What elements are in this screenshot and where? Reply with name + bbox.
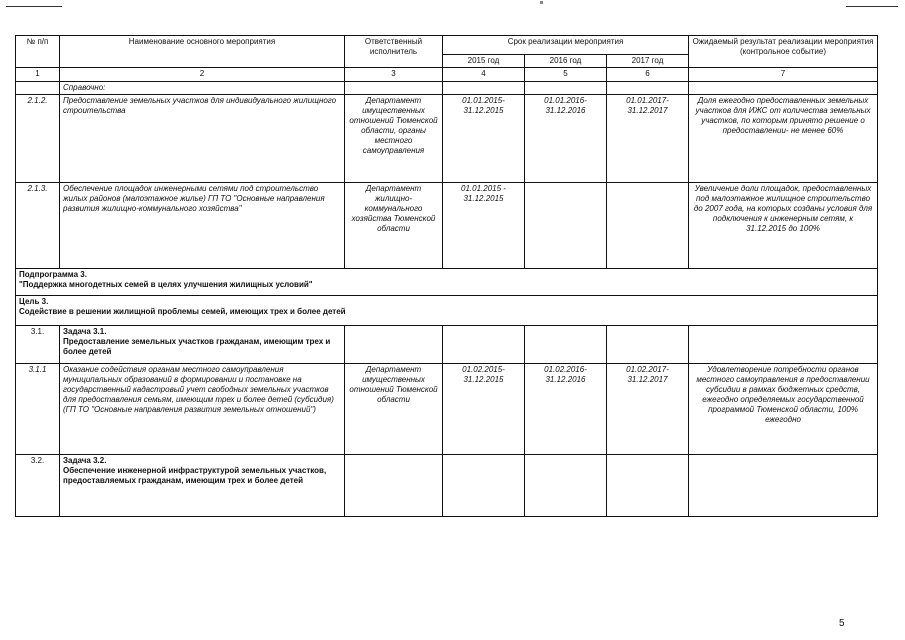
task-title: Задача 3.2. <box>63 456 107 465</box>
colnum-7: 7 <box>689 68 878 82</box>
period-2017: 01.02.2017- 31.12.2017 <box>607 364 689 455</box>
top-right-rule <box>846 6 898 7</box>
table-row <box>16 364 878 455</box>
measure-result: Удовлетворение потребности органов местного самоуправления в предоставлении субсидии в рамках бюджетных средств, ежегодно определяемых государственной программой Тюменской области, 100% ежегодно <box>689 364 878 455</box>
header-year-2015: 2015 год <box>443 55 525 68</box>
goal-title: Цель 3. <box>19 297 49 306</box>
task-name: Предоставление земельных участков гражданам, имеющим трех и более детей <box>63 337 331 356</box>
header-row-top <box>16 36 878 55</box>
task-title: Задача 3.1. <box>63 327 107 336</box>
measure-result: Доля ежегодно предоставленных земельных участков для ИЖС от количества земельных участков, по которым принято решение о предоставлении- не менее 60% <box>689 95 878 183</box>
period-2016: 01.01.2016- 31.12.2016 <box>525 95 607 183</box>
measure-result: Увеличение доли площадок, предоставленных под малоэтажное жилищное строительство до 2007 года, на которых созданы условия для подключения к инженерным сетям, к 31.12.2015 до 100% <box>689 183 878 269</box>
period-2015: 01.01.2015- 31.12.2015 <box>443 95 525 183</box>
goal-row <box>16 296 878 326</box>
header-year-2017: 2017 год <box>607 55 689 68</box>
colnum-6: 6 <box>607 68 689 82</box>
period-2017: 01.01.2017- 31.12.2017 <box>607 95 689 183</box>
colnum-4: 4 <box>443 68 525 82</box>
header-period: Срок реализации мероприятия <box>443 36 689 55</box>
row-number: 3.1.1 <box>16 364 60 455</box>
row-number: 2.1.3. <box>16 183 60 269</box>
measure-executor: Департамент жилищно-коммунального хозяйства Тюменской области <box>345 183 443 269</box>
header-num: № п/п <box>16 36 60 68</box>
reference-label: Справочно: <box>60 82 345 95</box>
row-number: 2.1.2. <box>16 95 60 183</box>
period-2015: 01.01.2015 - 31.12.2015 <box>443 183 525 269</box>
task-name: Обеспечение инженерной инфраструктурой земельных участков, предоставляемых гражданам, имеющим трех и более детей <box>63 466 327 485</box>
table-row <box>16 95 878 183</box>
measure-name: Обеспечение площадок инженерными сетями под строительство жилых районов (малоэтажное жилье) ГП ТО "Основные направления развития жилищно-коммунального хозяйства" <box>60 183 345 269</box>
measure-name: Предоставление земельных участков для индивидуального жилищного строительства <box>60 95 345 183</box>
task-number: 3.1. <box>16 326 60 364</box>
subprogram-name: "Поддержка многодетных семей в целях улучшения жилищных условий" <box>19 280 313 289</box>
task-row <box>16 326 878 364</box>
task-number: 3.2. <box>16 455 60 517</box>
measures-table <box>15 35 878 517</box>
top-left-rule <box>6 6 62 7</box>
header-year-2016: 2016 год <box>525 55 607 68</box>
goal-name: Содействие в решении жилищной проблемы семей, имеющих трех и более детей <box>19 307 346 316</box>
subprogram-row <box>16 269 878 296</box>
colnum-1: 1 <box>16 68 60 82</box>
measure-executor: Департамент имущественных отношений Тюменской области <box>345 364 443 455</box>
header-name: Наименование основного мероприятия <box>60 36 345 68</box>
period-2016: 01.02.2016- 31.12.2016 <box>525 364 607 455</box>
colnum-2: 2 <box>60 68 345 82</box>
scan-dot <box>540 1 543 4</box>
table-row <box>16 183 878 269</box>
column-number-row <box>16 68 878 82</box>
measure-name: Оказание содействия органам местного самоуправления муниципальных образований в формировании и постановке на государственный кадастровый учет свободных земельных участков для предоставления семьям, имеющим трех и более детей (субсидия) (ГП ТО "Основные направления развития земельных отношений") <box>60 364 345 455</box>
subprogram-title: Подпрограмма 3. <box>19 270 87 279</box>
header-executor: Ответственный исполнитель <box>345 36 443 68</box>
reference-row <box>16 82 878 95</box>
measure-executor: Департамент имущественных отношений Тюменской области, органы местного самоуправления <box>345 95 443 183</box>
header-result: Ожидаемый результат реализации мероприятия (контрольное событие) <box>689 36 878 68</box>
colnum-5: 5 <box>525 68 607 82</box>
page-number: 5 <box>839 618 845 629</box>
period-2015: 01.02.2015- 31.12.2015 <box>443 364 525 455</box>
task-row <box>16 455 878 517</box>
colnum-3: 3 <box>345 68 443 82</box>
